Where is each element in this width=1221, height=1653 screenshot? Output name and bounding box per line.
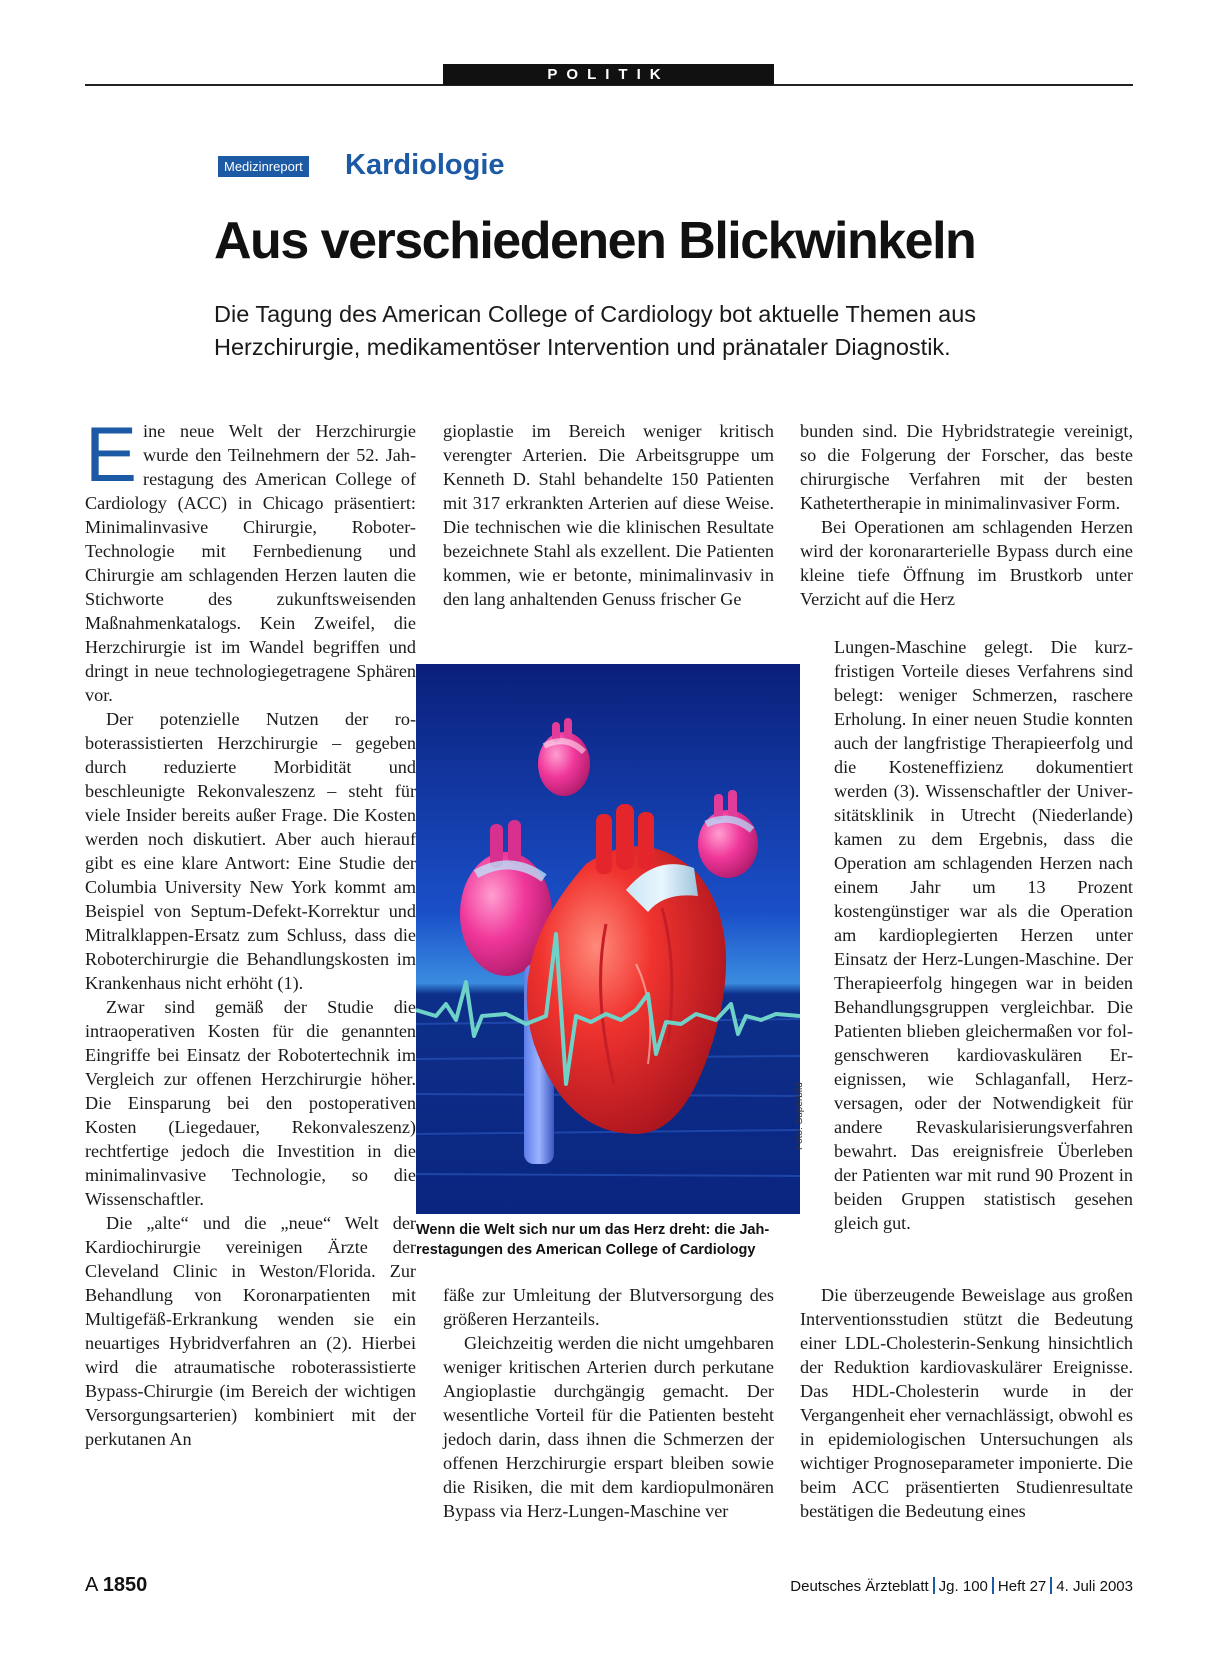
rubric-badge: Medizinreport: [218, 156, 309, 177]
section-label: POLITIK: [443, 64, 774, 85]
text-column-3-top: [800, 419, 1133, 611]
paragraph: fäße zur Umleitung der Blutversorgung des größeren Herzanteils.: [443, 1285, 774, 1329]
text-column-1: [85, 410, 416, 1451]
paragraph: Gleichzeitig werden die nicht umgehbaren weniger kritischen Arterien durch perkutane Angioplastie durchgängig gemacht. Der wesentliche Vorteil für die Patienten besteht jedoch darin, dass ihnen die Schmerzen der offenen Herzchirurgie erspart bleiben sowie die Risiken, die mit dem kardiopulmonären Bypass via Herz-Lungen-Maschine ver: [443, 1333, 774, 1521]
article-topic: Kardiologie: [345, 149, 505, 181]
heart-illustration: [416, 664, 800, 1214]
paragraph: gioplastie im Bereich weniger kritisch verengter Arterien. Die Arbeitsgruppe um Kenneth D. Stahl behandelte 150 Patienten mit 317 erkrankten Arterien auf diese Weise. Die technischen wie die klinischen Resultate bezeichnete Stahl als exzellent. Die Patienten kommen, wie er betonte, minimalinvasiv in den lang anhaltenden Genuss frischer Ge: [443, 421, 774, 609]
paragraph: bunden sind. Die Hybridstrategie vereinigt, so die Folgerung der Forscher, das beste chirurgische Verfahren mit der besten Kathetertherapie in minimalinvasiver Form.: [800, 421, 1133, 513]
article-headline: Aus verschiedenen Blickwinkeln: [214, 212, 976, 270]
paragraph: Zwar sind gemäß der Studie die intraoperativen Kosten für die genannten Eingriffe bei Einsatz der Robotertechnik im Vergleich zur offenen Herzchirurgie höher. Die Einsparung bei den postoperativen Kosten (Liegedauer, Rekonvaleszenz) rechtfertige jedoch die Investition in die minimalinvasive Technologie, so die Wissenschaftler.: [85, 997, 416, 1209]
page-prefix: A: [85, 1574, 98, 1596]
text-column-2-top: [443, 419, 774, 611]
separator: [1050, 1577, 1052, 1594]
drop-cap: E: [85, 410, 138, 498]
journal-name: Deutsches Ärzteblatt: [790, 1578, 929, 1595]
journal-info: [790, 1577, 1133, 1595]
separator: [933, 1577, 935, 1594]
journal-issue: Heft 27: [997, 1578, 1047, 1595]
paragraph: Die überzeugende Beweislage aus großen Interventionsstudien stützt die Bedeutung einer LDL-Cholesterin-Senkung hinsichtlich der Reduktion kardiovaskulärer Ereignisse. Das HDL-Cholesterin wurde in der Vergangenheit eher vernachlässigt, obwohl es in epidemiologischen Untersuchungen als wichtiger Prognoseparameter imponierte. Die beim ACC präsentierten Studienresultate bestätigen die Bedeutung eines: [800, 1285, 1133, 1521]
text-column-3-bottom: [800, 1283, 1133, 1523]
paragraph: Lungen-Maschine gelegt. Die kurzfristigen Vorteile dieses Verfahrens sind belegt: weniger Schmerzen, raschere Erholung. In einer neuen Studie konnten auch der langfristige Therapieerfolg und die Kosteneffizienz dokumentiert werden (3). Wissenschaftler der Universitätsklinik in Utrecht (Niederlande) kamen zu dem Ergebnis, dass die Operation am schlagenden Herzen nach einem Jahr um 13 Prozent kostengünstiger war als die Operation am kardioplegierten Herzen unter Einsatz der Herz-Lungen-Maschine. Der Therapieerfolg hingegen war in beiden Behandlungsgruppen vergleichbar. Die Patienten blieben gleichermaßen vor folgenschweren kardiovaskulären Ereignissen, wie Schlaganfall, Herzversagen, oder der Notwendigkeit für andere Revaskularisierungsverfahren bewahrt. Das ereignisfreie Überleben der Patienten war mit rund 90 Prozent in beiden Gruppen statistisch gesehen gleich gut.: [834, 637, 1133, 1233]
paragraph: Der potenzielle Nutzen der roboterassistierten Herzchirurgie – gegeben durch reduzierte Morbidität und beschleunigte Rekonvaleszenz – steht für viele Insider bereits außer Frage. Die Kosten werden noch diskutiert. Aber auch hierauf gibt es eine klare Antwort: Eine Studie der Columbia University New York kommt am Beispiel von Septum-Defekt-Korrektur und Mitralklappen-Ersatz zum Schluss, dass die Roboterchirurgie die Behandlungskosten im Krankenhaus nicht erhöht (1).: [85, 709, 416, 993]
text-column-2-bottom: [443, 1283, 774, 1523]
separator: [992, 1577, 994, 1594]
page-number: [85, 1574, 147, 1597]
article-subheadline: Die Tagung des American College of Cardiology bot aktuelle Themen aus Herzchirurgie, medikamentöser Intervention und pränataler Diagnostik.: [214, 301, 977, 360]
paragraph: Die „alte“ und die „neue“ Welt der Kardiochirurgie vereinigen Ärzte der Cleveland Clinic in Weston/Florida. Zur Behandlung von Koronarpatienten mit Multigefäß-Erkrankung wenden sie ein neuartiges Hybridverfahren an (2). Hierbei wird die atraumatische roboterassistierte Bypass-Chirurgie (im Bereich der wichtigen Versorgungsarterien) kombiniert mit der perkutanen An: [85, 1213, 416, 1449]
paragraph: Eine neue Welt der Herzchirurgie wurde den Teilnehmern der 52. Jahrestagung des American College of Cardiology (ACC) in Chicago präsentiert: Minimalinvasive Chirurgie, Roboter-Technologie mit Fernbedienung und Chirurgie am schlagenden Herzen lauten die Stichworte des zukunftsweisenden Maßnahmenkatalogs. Kein Zweifel, die Herzchirurgie ist im Wandel begriffen und dringt in neue technologiegetragene Sphären vor.: [85, 410, 416, 705]
page-number-value: 1850: [102, 1574, 148, 1596]
paragraph: Bei Operationen am schlagenden Herzen wird der koronararterielle Bypass durch eine kleine tiefe Öffnung im Brustkorb unter Verzicht auf die Herz: [800, 517, 1133, 609]
photo-credit: Foto: Superbild: [794, 1082, 805, 1150]
journal-date: 4. Juli 2003: [1056, 1578, 1133, 1595]
figure-caption: Wenn die Welt sich nur um das Herz dreht: die Jahrestagungen des American College of Cardiology: [416, 1222, 770, 1258]
journal-volume: Jg. 100: [938, 1578, 988, 1595]
text-column-3-middle: [834, 635, 1133, 1235]
